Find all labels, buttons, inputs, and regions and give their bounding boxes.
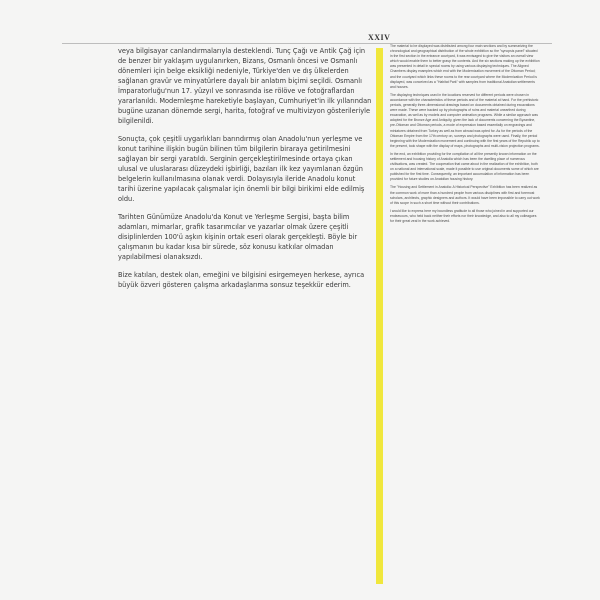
column-divider-bar: [376, 48, 383, 584]
turkish-paragraph: Sonuçta, çok çeşitli uygarlıkları barındırmış olan Anadolu'nun yerleşme ve konut tarihine ilişkin bugün bilinen tüm bilgilerin biraraya getirilmesini sağlayan bir sergi yaratıldı. Serginin gerçekleştirilmesinde ortaya çıkan ulusal ve uluslararası düzeydeki işbirliği, bazıları ilk kez yayımlanan özgün belgelerin kullanılmasına olanak verdi. Dolayısıyla ileride Anadolu konut tarihi üzerine yapılacak çalışmalar için önemli bir bilgi birikimi elde edilmiş oldu.: [118, 135, 365, 203]
turkish-paragraph: veya bilgisayar canlandırmalarıyla desteklendi. Tunç Çağı ve Antik Çağ için de benzer bir yaklaşım uygulanırken, Bizans, Osmanlı öncesi ve Osmanlı dönemleri için belge eksikliği nedeniyle, Türkiye'den ve dış ülkelerden sağlanan gravür ve minyatürlere dayalı bir anlatım biçimi seçildi. Osmanlı İmparatorluğu'nun 17. yüzyıl ve sonrasında ise rölöve ve fotoğraflardan yararlanıldı. Modernleşme hareketiyle başlayan, Cumhuriyet'in ilk yıllarından bugüne uzanan dönemde sergi, harita, fotoğraf ve multivizyon gösterileriyle bilgilenildi.: [118, 47, 372, 125]
english-paragraph: The displaying techniques used in the locations reserved for different periods were chosen in accordance with the characteristics of these periods and of the material at hand. For the prehistoric periods, generally three-dimensional drawings based on documents obtained during excavations were made. These were backed up by photographs of ruins and material unearthed during excavation, as well as by models and computer animation programs. While a similar approach was adopted for the Bronze Age and Antiquity, given the lack of documents concerning the Byzantine, pre-Ottoman and Ottoman periods, a mode of expression based essentially on engravings and miniatures obtained from Turkey as well as from abroad was opted for. As for the periods of the Ottoman Empire from the 17th century on, surveys and photographs were used. Finally, the period beginning with the Modernization movement and continuing with the first years of the Republic up to the present, took shape with the display of maps, photographs and multi-vision projection programs.: [390, 92, 540, 148]
english-paragraph: The "Housing and Settlement in Anatolia: A Historical Perspective" Exhibition has been realized as the common work of more than a hundred people from various disciplines with first and foremost scholars, architects, graphic designers and authors. It would have been impossible to carry out work of this scope in such a short time without their contributions.: [390, 185, 540, 205]
page-number: XXIV: [368, 33, 391, 42]
english-paragraph: The material to be displayed was distributed among four main sections and by summarizing the chronological and geographical distribution of the whole exhibition so the "synopsis panel" situated in the first section in the entrance courtyard, it was envisaged to give the visitors an overall view which would enable them to better grasp the contents. And the six sections making up the exhibition was presented in detail in special rooms by using various displaying techniques. The Aligned Chambers display examples which end with the Modernization movement of the Ottoman Period; and the courtyard which links these rooms to the rear courtyard where the Modernization Period is displayed, was conceived as a "Habitat Park" with samples from traditional Anatolian settlements and houses.: [390, 44, 540, 89]
english-paragraph: I would like to express here my boundless gratitude to all those who joined in and supported our endeavours, who held back neither their efforts nor their knowledge, and also to all my colleagues for their great zeal in the work achieved.: [390, 208, 537, 223]
turkish-text-column: [118, 46, 373, 298]
turkish-paragraph: Bize katılan, destek olan, emeğini ve bilgisini esirgemeyen herkese, ayrıca büyük özveri gösteren çalışma arkadaşlarıma sonsuz teşekkür ederim.: [118, 271, 365, 289]
english-text-column: [390, 44, 540, 227]
english-paragraph: In the end, an exhibition providing for the compilation of all the presently known information on the settlement and housing history of Anatolia which has been the dwelling place of numerous civilisations, was created. The cooperation that came about in the realization of the exhibition, both on a national and international scale, made it possible to use original documents some of which are published for the first time. Consequently, an important accumulation of information has been provided for future studies on Anatolian housing history.: [390, 151, 539, 182]
turkish-paragraph: Tarihten Günümüze Anadolu'da Konut ve Yerleşme Sergisi, başta bilim adamları, mimarlar, grafik tasarımcılar ve yazarlar olmak üzere çeşitli disiplinlerden 100'ü aşkın kişinin ortak eseri olarak gerçekleşti. Böyle bir çalışmanın bu kadar kısa bir sürede, söz konusu katkılar olmadan yapılabilmesi olanaksızdı.: [118, 213, 358, 261]
